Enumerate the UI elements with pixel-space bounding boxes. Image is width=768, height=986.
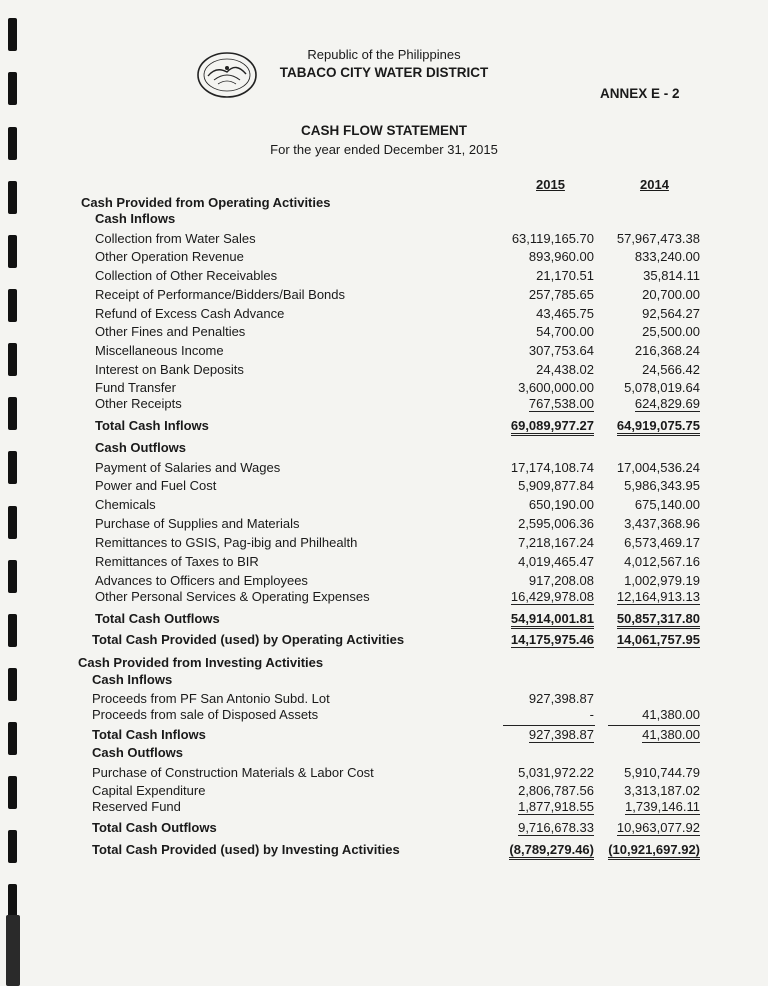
value-2014: 10,963,077.92 <box>616 820 700 835</box>
value-2014: 14,061,757.95 <box>616 632 700 647</box>
row-label: Remittances to GSIS, Pag-ibig and Philhealth <box>95 535 358 550</box>
total-row <box>0 842 768 860</box>
value-2015: 893,960.00 <box>528 249 594 264</box>
section-heading <box>0 655 768 673</box>
value-2015: 2,806,787.56 <box>518 783 594 798</box>
row-label: Total Cash Inflows <box>95 418 209 433</box>
value-2015: 1,877,918.55 <box>518 799 594 814</box>
column-header-2014: 2014 <box>640 177 669 192</box>
table-row <box>0 535 768 553</box>
value-2014: 24,566.42 <box>642 362 700 377</box>
table-row <box>0 249 768 267</box>
column-header-2015: 2015 <box>536 177 565 192</box>
annex-label: ANNEX E - 2 <box>600 86 680 101</box>
value-2015: 7,218,167.24 <box>518 535 594 550</box>
value-2015: 17,174,108.74 <box>510 460 594 475</box>
table-row <box>0 396 768 414</box>
value-2015: 5,031,972.22 <box>518 765 594 780</box>
row-label: Total Cash Outflows <box>92 820 217 835</box>
row-label: Advances to Officers and Employees <box>95 573 308 588</box>
subsection-heading <box>0 672 768 690</box>
subsection-heading <box>0 440 768 458</box>
value-2014: 624,829.69 <box>634 396 700 411</box>
table-row <box>0 799 768 817</box>
value-2015: (8,789,279.46) <box>509 842 594 860</box>
subsection-heading <box>0 745 768 763</box>
row-label: Other Personal Services & Operating Expenses <box>95 589 370 604</box>
binder-hole <box>8 884 17 917</box>
row-label: Total Cash Provided (used) by Investing Activities <box>92 842 400 857</box>
investing-heading: Cash Provided from Investing Activities <box>78 655 324 670</box>
row-label: Chemicals <box>95 497 156 512</box>
subsection-heading <box>0 211 768 229</box>
value-2014: 675,140.00 <box>634 497 700 512</box>
value-2015: 54,700.00 <box>536 324 594 339</box>
value-2014: 35,814.11 <box>643 268 700 283</box>
value-2015: 16,429,978.08 <box>510 589 594 604</box>
value-2015: 24,438.02 <box>536 362 594 377</box>
value-2014: 25,500.00 <box>642 324 700 339</box>
value-2014: 64,919,075.75 <box>617 418 700 436</box>
district-name: TABACO CITY WATER DISTRICT <box>279 65 489 80</box>
row-label: Other Receipts <box>95 396 182 411</box>
investing-inflows-heading: Cash Inflows <box>92 672 173 687</box>
value-2015: 917,208.08 <box>528 573 594 588</box>
value-2014: 5,910,744.79 <box>624 765 700 780</box>
table-row <box>0 287 768 305</box>
row-label: Power and Fuel Cost <box>95 478 217 493</box>
row-label: Other Operation Revenue <box>95 249 244 264</box>
table-row <box>0 460 768 478</box>
row-label: Payment of Salaries and Wages <box>95 460 281 475</box>
value-2015: - <box>589 707 594 722</box>
row-label: Fund Transfer <box>95 380 176 395</box>
operating-inflows-heading: Cash Inflows <box>95 211 176 226</box>
table-row <box>0 497 768 515</box>
table-row <box>0 306 768 324</box>
value-2015: 69,089,977.27 <box>511 418 594 436</box>
value-2014: 1,739,146.11 <box>625 799 700 814</box>
value-2014: 1,002,979.19 <box>624 573 700 588</box>
row-label: Refund of Excess Cash Advance <box>95 306 285 321</box>
value-2015: 4,019,465.47 <box>518 554 594 569</box>
value-2014: 216,368.24 <box>634 343 700 358</box>
value-2014: 92,564.27 <box>642 306 700 321</box>
value-2015: 650,190.00 <box>528 497 594 512</box>
republic-heading: Republic of the Philippines <box>307 47 461 62</box>
value-2015: 3,600,000.00 <box>518 380 594 395</box>
row-label: Collection of Other Receivables <box>95 268 278 283</box>
table-row <box>0 589 768 607</box>
value-2015: 927,398.87 <box>528 727 594 742</box>
row-label: Remittances of Taxes to BIR <box>95 554 259 569</box>
table-row <box>0 516 768 534</box>
value-2015: 54,914,001.81 <box>511 611 594 629</box>
rule <box>608 725 700 726</box>
row-label: Collection from Water Sales <box>95 231 256 246</box>
value-2015: 927,398.87 <box>528 691 594 706</box>
value-2014: 41,380.00 <box>642 727 700 742</box>
table-row <box>0 707 768 725</box>
value-2014: 833,240.00 <box>634 249 700 264</box>
value-2015: 43,465.75 <box>536 306 594 321</box>
table-row <box>0 231 768 249</box>
value-2014: 41,380.00 <box>642 707 700 722</box>
value-2014: (10,921,697.92) <box>608 842 700 860</box>
value-2014: 5,986,343.95 <box>624 478 700 493</box>
table-row <box>0 554 768 572</box>
table-row <box>0 343 768 361</box>
statement-period: For the year ended December 31, 2015 <box>270 142 498 157</box>
row-label: Receipt of Performance/Bidders/Bail Bonds <box>95 287 346 302</box>
value-2015: 63,119,165.70 <box>511 231 594 246</box>
total-row <box>0 727 768 745</box>
row-label: Other Fines and Penalties <box>95 324 246 339</box>
value-2014: 3,437,368.96 <box>624 516 700 531</box>
value-2015: 767,538.00 <box>528 396 594 411</box>
value-2014: 4,012,567.16 <box>624 554 700 569</box>
value-2015: 257,785.65 <box>528 287 594 302</box>
row-label: Purchase of Supplies and Materials <box>95 516 300 531</box>
statement-title: CASH FLOW STATEMENT <box>301 123 467 138</box>
value-2015: 9,716,678.33 <box>518 820 594 835</box>
table-row <box>0 268 768 286</box>
row-label: Miscellaneous Income <box>95 343 224 358</box>
operating-heading: Cash Provided from Operating Activities <box>81 195 331 210</box>
row-label: Total Cash Outflows <box>95 611 220 626</box>
value-2014: 3,313,187.02 <box>624 783 700 798</box>
row-label: Total Cash Inflows <box>92 727 206 742</box>
table-row <box>0 765 768 783</box>
value-2014: 6,573,469.17 <box>624 535 700 550</box>
row-label: Reserved Fund <box>92 799 181 814</box>
total-row <box>0 418 768 436</box>
table-row <box>0 362 768 380</box>
total-row <box>0 611 768 629</box>
total-row <box>0 820 768 838</box>
value-2014: 57,967,473.38 <box>616 231 700 246</box>
value-2015: 5,909,877.84 <box>518 478 594 493</box>
row-label: Interest on Bank Deposits <box>95 362 244 377</box>
table-row <box>0 478 768 496</box>
row-label: Proceeds from sale of Disposed Assets <box>92 707 319 722</box>
value-2015: 21,170.51 <box>536 268 594 283</box>
value-2014: 17,004,536.24 <box>616 460 700 475</box>
operating-outflows-heading: Cash Outflows <box>95 440 187 455</box>
total-row <box>0 632 768 650</box>
value-2014: 5,078,019.64 <box>624 380 700 395</box>
value-2015: 14,175,975.46 <box>510 632 594 647</box>
page-edge <box>6 915 20 986</box>
rule <box>503 725 595 726</box>
table-row <box>0 324 768 342</box>
value-2014: 20,700.00 <box>642 287 700 302</box>
value-2014: 50,857,317.80 <box>617 611 700 629</box>
value-2014: 12,164,913.13 <box>616 589 700 604</box>
value-2015: 307,753.64 <box>528 343 594 358</box>
row-label: Purchase of Construction Materials & Labor Cost <box>92 765 374 780</box>
row-label: Total Cash Provided (used) by Operating Activities <box>92 632 405 647</box>
row-label: Proceeds from PF San Antonio Subd. Lot <box>92 691 330 706</box>
value-2015: 2,595,006.36 <box>518 516 594 531</box>
row-label: Capital Expenditure <box>92 783 206 798</box>
investing-outflows-heading: Cash Outflows <box>92 745 184 760</box>
